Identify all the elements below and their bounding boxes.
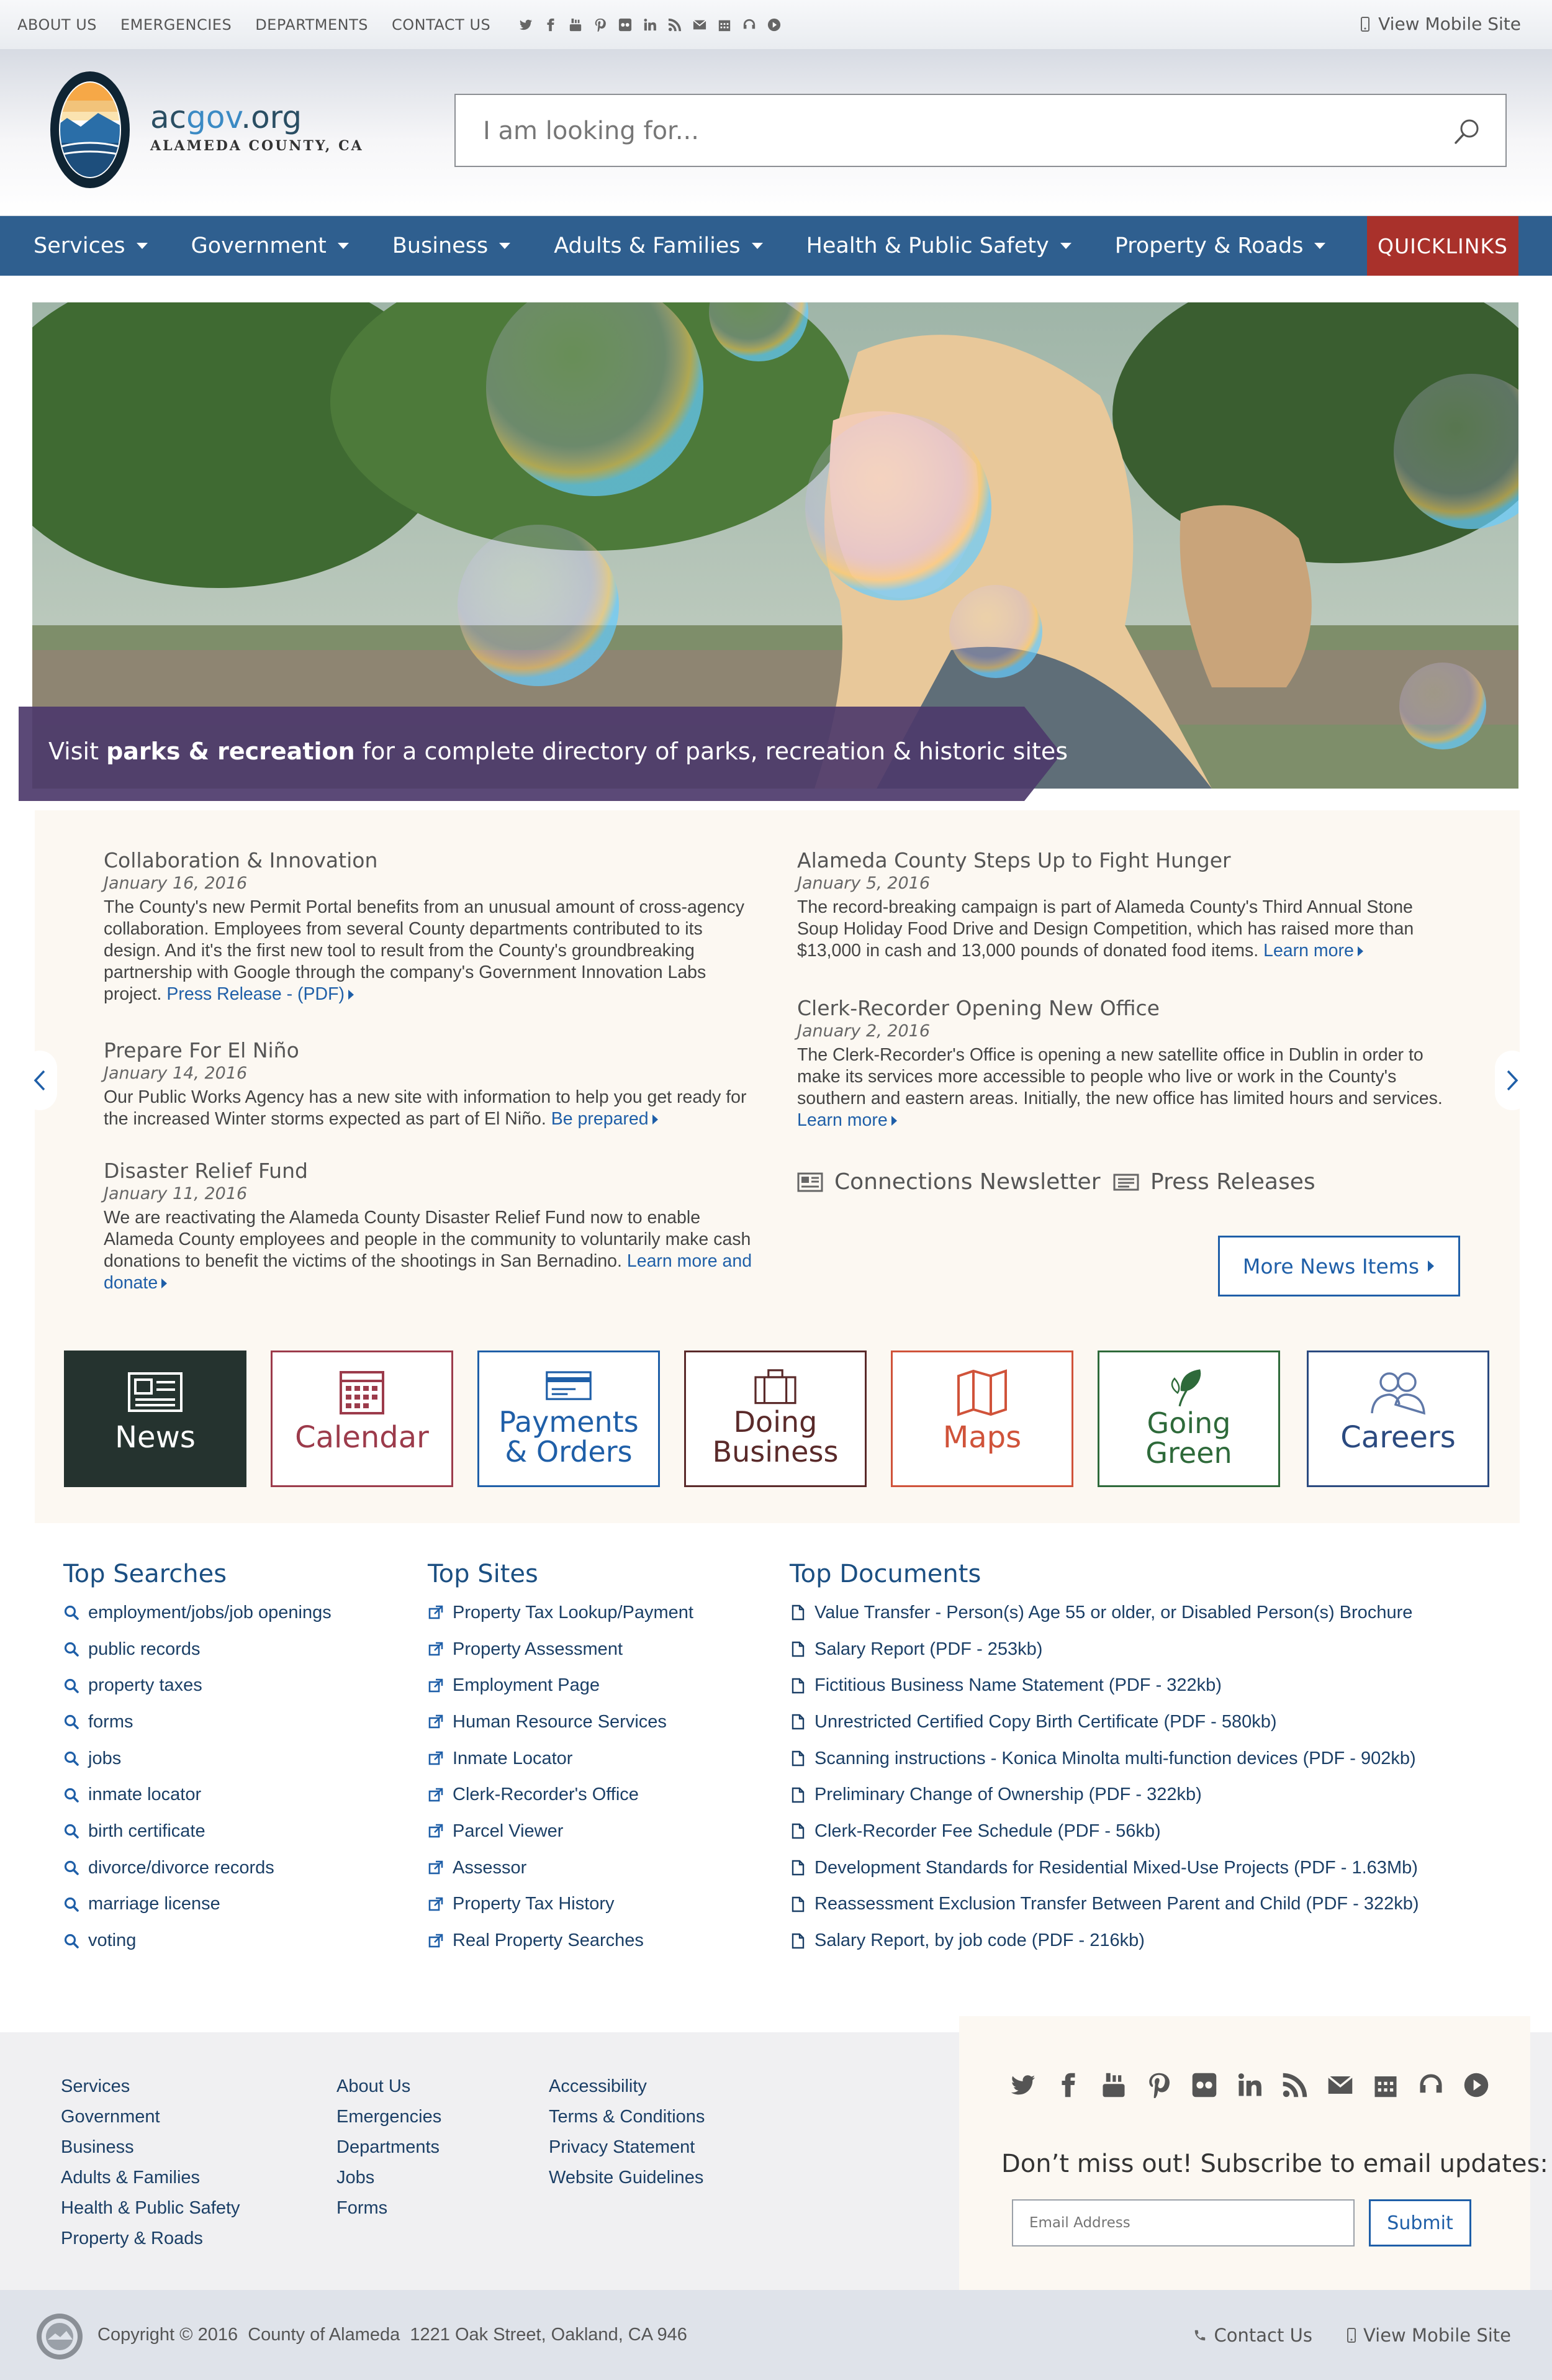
list-item-label: marriage license — [88, 1894, 220, 1914]
external-link-icon — [428, 1787, 444, 1803]
chevron-down-icon — [1060, 243, 1072, 249]
youtube-icon[interactable] — [1101, 2072, 1127, 2098]
top-site-link[interactable] — [428, 1776, 693, 1813]
document-icon — [790, 1750, 806, 1767]
top-document-link[interactable] — [790, 1922, 1419, 1959]
chevron-left-icon — [33, 1069, 47, 1092]
calendar-icon[interactable] — [1373, 2072, 1399, 2098]
search-icon — [63, 1641, 79, 1657]
tile-maps[interactable] — [891, 1351, 1073, 1487]
top-document-link[interactable] — [790, 1631, 1419, 1668]
linkedin-icon[interactable] — [1237, 2072, 1263, 2098]
utility-links — [17, 16, 781, 34]
caret-right-icon — [348, 990, 354, 1000]
twitter-icon[interactable] — [519, 18, 533, 32]
top-search-link[interactable] — [63, 1886, 332, 1923]
external-link-icon — [428, 1896, 444, 1912]
news-body: The Clerk-Recorder's Office is opening a new satellite office in Dublin in order to make its services more accessible to people who live or work in the County's southern and eastern areas. Initially, the new office has limited hours and services. Learn more — [797, 1045, 1443, 1130]
top-document-link[interactable] — [790, 1850, 1419, 1886]
document-icon — [790, 1678, 806, 1694]
search-icon — [63, 1604, 79, 1621]
news-title[interactable]: Alameda County Steps Up to Fight Hunger — [797, 848, 1231, 872]
footer-link[interactable]: Emergencies — [336, 2107, 442, 2127]
top-site-link[interactable] — [428, 1850, 693, 1886]
search-icon — [63, 1714, 79, 1730]
search-icon — [63, 1823, 79, 1839]
quicklinks-button[interactable]: QUICKLINKS — [1367, 216, 1518, 276]
news-title[interactable]: Disaster Relief Fund — [104, 1159, 308, 1183]
list-item-label: Development Standards for Residential Mixed-Use Projects (PDF - 1.63Mb) — [814, 1857, 1418, 1878]
top-document-link[interactable] — [790, 1776, 1419, 1813]
leaf-icon — [1159, 1367, 1219, 1408]
footer-link[interactable]: Health & Public Safety — [61, 2198, 240, 2218]
list-item-label: Parcel Viewer — [453, 1821, 564, 1841]
carousel-prev-button[interactable] — [22, 1051, 57, 1110]
news-link[interactable]: Press Release - (PDF) — [166, 984, 345, 1004]
site-name: acgov.org — [150, 99, 302, 135]
news-body: Our Public Works Agency has a new site with information to help you get ready for the increased Winter storms expected as part of El Niño. Be prepared — [104, 1087, 747, 1129]
site-subtitle: ALAMEDA COUNTY, CA — [150, 138, 364, 154]
news-title[interactable]: Collaboration & Innovation — [104, 848, 378, 872]
list-item-label: Real Property Searches — [453, 1930, 644, 1951]
subscribe-title: Don’t miss out! Subscribe to email updates: — [1001, 2150, 1548, 2178]
news-link[interactable]: Learn more and donate — [104, 1251, 752, 1293]
tile-label: Calendar — [295, 1420, 429, 1455]
list-item-label: Clerk-Recorder's Office — [453, 1785, 639, 1805]
top-search-link[interactable] — [63, 1595, 332, 1631]
external-link-icon — [428, 1823, 444, 1839]
tile-label: Payments & Orders — [499, 1405, 639, 1468]
list-item-label: forms — [88, 1711, 133, 1732]
news-body: The record-breaking campaign is part of Alameda County's Third Annual Stone Soup Holiday Food Drive and Design Competition, which has raised more than $13,000 in cash and 13,000 pounds of donated food items. Learn more — [797, 897, 1414, 961]
list-item-label: employment/jobs/job openings — [88, 1602, 332, 1622]
top-site-link[interactable] — [428, 1667, 693, 1704]
flickr-icon[interactable] — [1191, 2072, 1217, 2098]
nav-government[interactable]: Government — [191, 233, 349, 258]
top-document-link[interactable] — [790, 1886, 1419, 1923]
nav-adults-families[interactable]: Adults & Families — [554, 233, 762, 258]
emergencies-link[interactable]: EMERGENCIES — [120, 16, 232, 34]
contact-us-footer-link[interactable]: Contact Us — [1193, 2325, 1312, 2346]
email-icon[interactable] — [693, 18, 706, 32]
people-icon — [1368, 1367, 1428, 1417]
mobile-phone-icon — [1361, 17, 1369, 32]
nav-property-roads[interactable]: Property & Roads — [1115, 233, 1326, 258]
search-icon — [63, 1860, 79, 1876]
chevron-down-icon — [499, 243, 510, 249]
carousel-next-button[interactable] — [1495, 1051, 1530, 1110]
search-icon[interactable] — [1452, 116, 1483, 147]
copyright-bar — [0, 2290, 1552, 2380]
list-item-label: Fictitious Business Name Statement (PDF - 322kb) — [814, 1675, 1222, 1696]
list-item-label: birth certificate — [88, 1821, 205, 1841]
view-mobile-site-label: View Mobile Site — [1378, 14, 1521, 34]
copyright-text: Copyright © 2016 County of Alameda 1221 Oak Street, Oakland, CA 946 — [97, 2325, 687, 2345]
newspaper-icon — [125, 1367, 185, 1417]
document-icon — [1113, 1172, 1139, 1193]
chevron-down-icon — [338, 243, 349, 249]
list-item-label: Property Assessment — [453, 1639, 623, 1659]
briefcase-icon — [746, 1367, 805, 1407]
footer-link[interactable]: Adults & Families — [61, 2168, 201, 2188]
list-item-label: Value Transfer - Person(s) Age 55 or older, or Disabled Person(s) Brochure — [814, 1602, 1413, 1622]
tile-label: Going Green — [1145, 1406, 1232, 1470]
footer-link[interactable]: Website Guidelines — [549, 2168, 704, 2188]
search-icon — [63, 1787, 79, 1803]
play-icon[interactable] — [1463, 2072, 1489, 2098]
top-search-link[interactable] — [63, 1667, 332, 1704]
credit-card-icon — [539, 1367, 598, 1407]
subscribe-panel — [959, 2016, 1548, 2292]
caret-right-icon — [652, 1115, 658, 1124]
top-document-link[interactable] — [790, 1740, 1419, 1777]
press-releases-link[interactable]: Press Releases — [1113, 1169, 1315, 1195]
newspaper-icon — [797, 1172, 823, 1193]
news-date: January 2, 2016 — [797, 1021, 930, 1041]
footer-link[interactable]: Privacy Statement — [549, 2137, 695, 2157]
list-item-label: Assessor — [453, 1857, 527, 1878]
footer-link[interactable]: Accessibility — [549, 2076, 647, 2096]
list-item-label: property taxes — [88, 1675, 202, 1696]
document-icon — [790, 1896, 806, 1912]
tile-calendar[interactable] — [271, 1351, 453, 1487]
county-seal-icon — [35, 2312, 84, 2361]
footer-link[interactable]: Services — [61, 2076, 130, 2096]
top-search-link[interactable] — [63, 1776, 332, 1813]
top-search-link[interactable] — [63, 1813, 332, 1850]
top-sites-heading: Top Sites — [428, 1560, 538, 1588]
hero-caption[interactable]: Visit parks & recreation for a complete directory of parks, recreation & historic sites — [48, 738, 1068, 765]
top-search-link[interactable] — [63, 1740, 332, 1777]
news-item — [797, 848, 1455, 962]
list-item-label: inmate locator — [88, 1785, 202, 1805]
list-item-label: public records — [88, 1639, 201, 1659]
external-link-icon — [428, 1604, 444, 1621]
tile-label: Doing Business — [712, 1405, 839, 1468]
list-item-label: Preliminary Change of Ownership (PDF - 322kb) — [814, 1785, 1202, 1805]
news-item — [104, 1159, 762, 1294]
tile-doing-business[interactable] — [684, 1351, 867, 1487]
footer-link[interactable]: Government — [61, 2107, 160, 2127]
caret-right-icon — [1358, 946, 1363, 956]
news-body: We are reactivating the Alameda County Disaster Relief Fund now to enable Alameda County employees and people in the community to voluntarily make cash donations to benefit the victims of the shootings in San Bernadino. Learn more and donate — [104, 1208, 752, 1293]
pinterest-icon[interactable] — [1146, 2072, 1172, 2098]
list-item-label: jobs — [88, 1748, 122, 1768]
chevron-right-icon — [1505, 1069, 1519, 1092]
chevron-down-icon — [137, 243, 148, 249]
main-nav — [0, 216, 1552, 276]
list-item-label: Scanning instructions - Konica Minolta multi-function devices (PDF - 902kb) — [814, 1748, 1416, 1768]
facebook-icon[interactable] — [1055, 2072, 1081, 2098]
top-document-link[interactable] — [790, 1667, 1419, 1704]
footer-link[interactable]: Property & Roads — [61, 2228, 203, 2248]
news-item — [797, 996, 1455, 1131]
top-site-link[interactable] — [428, 1740, 693, 1777]
news-date: January 11, 2016 — [104, 1184, 248, 1203]
top-search-link[interactable] — [63, 1704, 332, 1740]
departments-link[interactable]: DEPARTMENTS — [255, 16, 368, 34]
caret-right-icon — [1427, 1259, 1435, 1273]
search-icon — [63, 1933, 79, 1949]
phone-icon — [1193, 2328, 1207, 2342]
youtube-icon[interactable] — [569, 18, 582, 32]
county-seal-logo[interactable] — [48, 70, 132, 190]
mobile-phone-icon — [1347, 2328, 1356, 2343]
nav-services[interactable]: Services — [34, 233, 148, 258]
tile-label: News — [115, 1420, 196, 1455]
top-search-link[interactable] — [63, 1850, 332, 1886]
top-searches-heading: Top Searches — [63, 1560, 227, 1588]
footer-link[interactable]: Terms & Conditions — [549, 2107, 705, 2127]
search-input[interactable] — [482, 112, 1413, 150]
tile-payments-orders[interactable] — [477, 1351, 660, 1487]
submit-button[interactable]: Submit — [1369, 2199, 1471, 2247]
list-item-label: voting — [88, 1930, 137, 1951]
nav-health-public-safety[interactable]: Health & Public Safety — [806, 233, 1072, 258]
footer-social-icons — [1010, 2072, 1489, 2098]
facebook-icon[interactable] — [544, 18, 557, 32]
calendar-icon[interactable] — [718, 18, 731, 32]
footer-links-col1 — [61, 2076, 240, 2259]
document-icon — [790, 1860, 806, 1876]
external-link-icon — [428, 1860, 444, 1876]
list-item-label: Salary Report, by job code (PDF - 216kb) — [814, 1930, 1145, 1951]
play-icon[interactable] — [767, 18, 781, 32]
news-title[interactable]: Clerk-Recorder Opening New Office — [797, 996, 1160, 1020]
external-link-icon — [428, 1641, 444, 1657]
more-news-button[interactable]: More News Items — [1218, 1236, 1460, 1296]
search-icon — [63, 1678, 79, 1694]
top-document-link[interactable] — [790, 1704, 1419, 1740]
search-icon — [63, 1896, 79, 1912]
utility-bar — [0, 0, 1552, 50]
list-item-label: divorce/divorce records — [88, 1857, 274, 1878]
document-icon — [790, 1823, 806, 1839]
view-mobile-site-footer-link[interactable]: View Mobile Site — [1347, 2325, 1511, 2346]
top-site-link[interactable] — [428, 1922, 693, 1959]
footer-link[interactable]: Departments — [336, 2137, 440, 2157]
news-date: January 5, 2016 — [797, 874, 930, 893]
linkedin-icon[interactable] — [643, 18, 657, 32]
footer-links-col3 — [549, 2076, 705, 2198]
news-link[interactable]: Learn more — [1263, 941, 1354, 961]
chevron-down-icon — [1314, 243, 1325, 249]
podcast-icon[interactable] — [1418, 2072, 1444, 2098]
nav-business[interactable]: Business — [392, 233, 510, 258]
map-icon — [952, 1367, 1012, 1417]
social-icons — [519, 18, 781, 32]
document-icon — [790, 1641, 806, 1657]
document-icon — [790, 1787, 806, 1803]
tile-label: Maps — [942, 1420, 1022, 1455]
footer-link[interactable]: Business — [61, 2137, 134, 2157]
tile-going-green[interactable] — [1098, 1351, 1280, 1487]
footer-link[interactable]: Forms — [336, 2198, 388, 2218]
list-item-label: Inmate Locator — [453, 1748, 573, 1768]
news-link[interactable]: Be prepared — [551, 1109, 649, 1129]
list-item-label: Clerk-Recorder Fee Schedule (PDF - 56kb) — [814, 1821, 1161, 1841]
footer-links-col2 — [336, 2076, 441, 2228]
top-searches — [63, 1560, 332, 1959]
list-item-label: Property Tax Lookup/Payment — [453, 1602, 693, 1622]
top-documents-heading: Top Documents — [790, 1560, 981, 1588]
top-site-link[interactable] — [428, 1886, 693, 1923]
site-search — [454, 94, 1507, 167]
top-search-link[interactable] — [63, 1922, 332, 1959]
site-brand[interactable] — [150, 99, 364, 154]
external-link-icon — [428, 1750, 444, 1767]
twitter-icon[interactable] — [1010, 2072, 1036, 2098]
list-item-label: Employment Page — [453, 1675, 600, 1696]
news-item — [104, 1038, 762, 1130]
top-document-link[interactable] — [790, 1813, 1419, 1850]
list-item-label: Property Tax History — [453, 1894, 615, 1914]
email-field[interactable] — [1012, 2199, 1355, 2247]
rss-icon[interactable] — [1282, 2072, 1308, 2098]
top-sites — [428, 1560, 693, 1959]
caret-right-icon — [161, 1278, 167, 1288]
external-link-icon — [428, 1714, 444, 1730]
rss-icon[interactable] — [668, 18, 682, 32]
top-document-link[interactable] — [790, 1595, 1419, 1631]
footer-link[interactable]: Jobs — [336, 2168, 375, 2188]
connections-newsletter-link[interactable]: Connections Newsletter — [797, 1169, 1101, 1195]
tile-careers[interactable] — [1307, 1351, 1489, 1487]
document-icon — [790, 1933, 806, 1949]
contact-us-link[interactable]: CONTACT US — [392, 16, 491, 34]
list-item-label: Salary Report (PDF - 253kb) — [814, 1639, 1043, 1659]
top-documents — [790, 1560, 1419, 1959]
top-site-link[interactable] — [428, 1813, 693, 1850]
list-item-label: Unrestricted Certified Copy Birth Certificate (PDF - 580kb) — [814, 1711, 1277, 1732]
chevron-down-icon — [752, 243, 763, 249]
view-mobile-site-link[interactable] — [1361, 14, 1521, 34]
news-title[interactable]: Prepare For El Niño — [104, 1038, 299, 1062]
tile-label: Careers — [1340, 1420, 1456, 1455]
top-site-link[interactable] — [428, 1631, 693, 1668]
news-date: January 14, 2016 — [104, 1064, 248, 1083]
news-date: January 16, 2016 — [104, 874, 248, 893]
top-site-link[interactable] — [428, 1704, 693, 1740]
about-us-link[interactable]: ABOUT US — [17, 16, 97, 34]
list-item-label: Human Resource Services — [453, 1711, 667, 1732]
news-body: The County's new Permit Portal benefits from an unusual amount of cross-agency collaboration. Employees from several County departments contributed to its design. And it's the first new tool to result from the County's groundbreaking partnership with Google through the company's Government Innovation Labs project. Press Release - (PDF) — [104, 897, 744, 1004]
search-icon — [63, 1750, 79, 1767]
document-icon — [790, 1604, 806, 1621]
top-search-link[interactable] — [63, 1631, 332, 1668]
news-item — [104, 848, 762, 1005]
email-icon[interactable] — [1327, 2072, 1353, 2098]
top-site-link[interactable] — [428, 1595, 693, 1631]
news-link[interactable]: Learn more — [797, 1110, 888, 1130]
footer-link[interactable]: About Us — [336, 2076, 411, 2096]
podcast-icon[interactable] — [742, 18, 756, 32]
calendar-icon — [332, 1367, 392, 1417]
flickr-icon[interactable] — [618, 18, 632, 32]
document-icon — [790, 1714, 806, 1730]
tile-news[interactable] — [64, 1351, 246, 1487]
pinterest-icon[interactable] — [593, 18, 607, 32]
list-item-label: Reassessment Exclusion Transfer Between Parent and Child (PDF - 322kb) — [814, 1894, 1419, 1914]
external-link-icon — [428, 1678, 444, 1694]
caret-right-icon — [891, 1116, 897, 1126]
external-link-icon — [428, 1933, 444, 1949]
